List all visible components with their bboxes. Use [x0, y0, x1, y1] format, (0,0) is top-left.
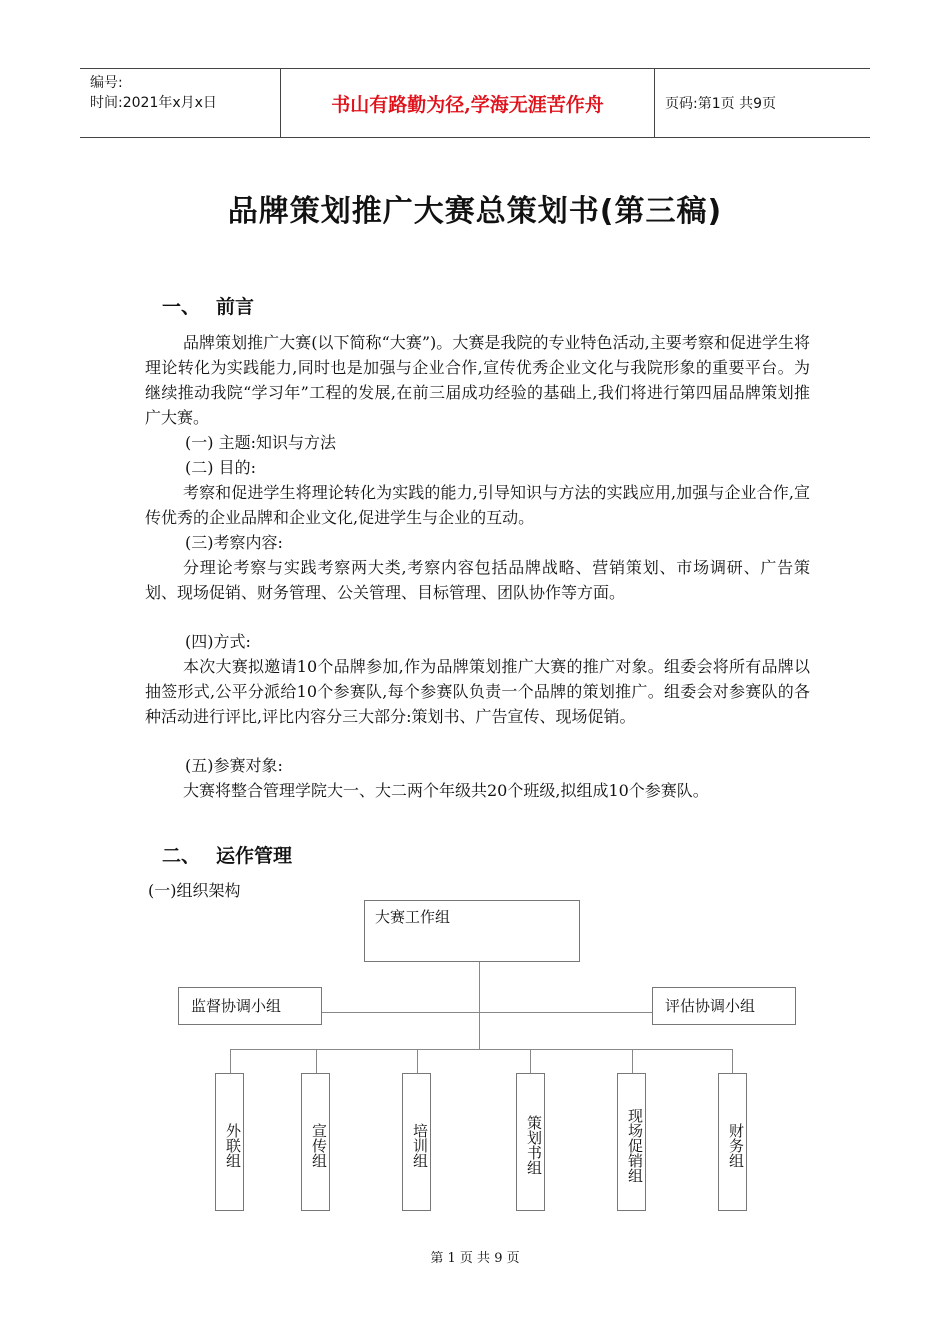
org-group-2: 宣传组 [301, 1073, 330, 1211]
org-left-box: 监督协调小组 [178, 987, 322, 1025]
number-label: 编号: [90, 75, 123, 91]
org-group-4: 策划书组 [516, 1073, 545, 1211]
org-structure-label: (一)组织架构 [148, 881, 241, 900]
section1-intro: 品牌策划推广大赛(以下简称“大赛”)。大赛是我院的专业特色活动,主要考察和促进学生将理论转化为实践能力,同时也是加强与企业合作,宣传优秀企业文化与我院形象的重要平台。为继续推动我院“学习年”工程的发展,在前三届成功经验的基础上,我们将进行第四届品牌策划推广大赛。 [145, 333, 810, 427]
header-table [80, 68, 870, 138]
org-line-drop-3 [417, 1049, 418, 1073]
page-footer: 第 1 页 共 9 页 [430, 1251, 520, 1266]
header-meta [80, 69, 281, 137]
target-text: 大赛将整合管理学院大一、大二两个年级共20个班级,拟组成10个参赛队。 [183, 781, 709, 800]
org-line-drop-2 [316, 1049, 317, 1073]
org-line-drop-5 [632, 1049, 633, 1073]
header-page-info: 页码:第1页 共9页 [665, 96, 776, 112]
content-label: (三)考察内容: [185, 533, 283, 552]
org-group-1: 外联组 [215, 1073, 244, 1211]
org-line-trunk [479, 962, 480, 1050]
method-text: 本次大赛拟邀请10个品牌参加,作为品牌策划推广大赛的推广对象。组委会将所有品牌以抽签形式,公平分派给10个参赛队,每个参赛队负责一个品牌的策划推广。组委会对参赛队的各种活动进行评比,评比内容分三大部分:策划书、广告宣传、现场促销。 [145, 657, 810, 726]
method-label: (四)方式: [185, 632, 251, 651]
org-group-5: 现场促销组 [617, 1073, 646, 1211]
document-title: 品牌策划推广大赛总策划书(第三稿) [227, 194, 723, 229]
section2-title: 运作管理 [216, 845, 293, 867]
section1-number: 一、 [162, 296, 201, 318]
org-top-box: 大赛工作组 [364, 900, 580, 962]
content-text: 分理论考察与实践考察两大类,考察内容包括品牌战略、营销策划、市场调研、广告策划、现场促销、财务管理、公关管理、目标管理、团队协作等方面。 [145, 558, 810, 602]
section1-title: 前言 [216, 296, 255, 318]
section1-heading [162, 292, 254, 319]
org-line-drop-1 [230, 1049, 231, 1073]
org-group-3: 培训组 [402, 1073, 431, 1211]
target-label: (五)参赛对象: [185, 756, 283, 775]
org-line-drop-4 [530, 1049, 531, 1073]
section2-heading [162, 841, 292, 868]
goal-text: 考察和促进学生将理论转化为实践的能力,引导知识与方法的实践应用,加强与企业合作,宣传优秀的企业品牌和企业文化,促进学生与企业的互动。 [145, 483, 810, 527]
org-group-6: 财务组 [718, 1073, 747, 1211]
org-line-horizontal-bottom [230, 1049, 733, 1050]
org-line-drop-6 [732, 1049, 733, 1073]
org-line-horizontal-mid [322, 1012, 652, 1013]
org-right-box: 评估协调小组 [652, 987, 796, 1025]
theme-line: (一) 主题:知识与方法 [185, 433, 336, 452]
section2-number: 二、 [162, 845, 201, 867]
header-motto: 书山有路勤为径,学海无涯苦作舟 [281, 69, 655, 137]
date-label: 时间:2021年x月x日 [90, 95, 217, 111]
goal-label: (二) 目的: [185, 458, 256, 477]
